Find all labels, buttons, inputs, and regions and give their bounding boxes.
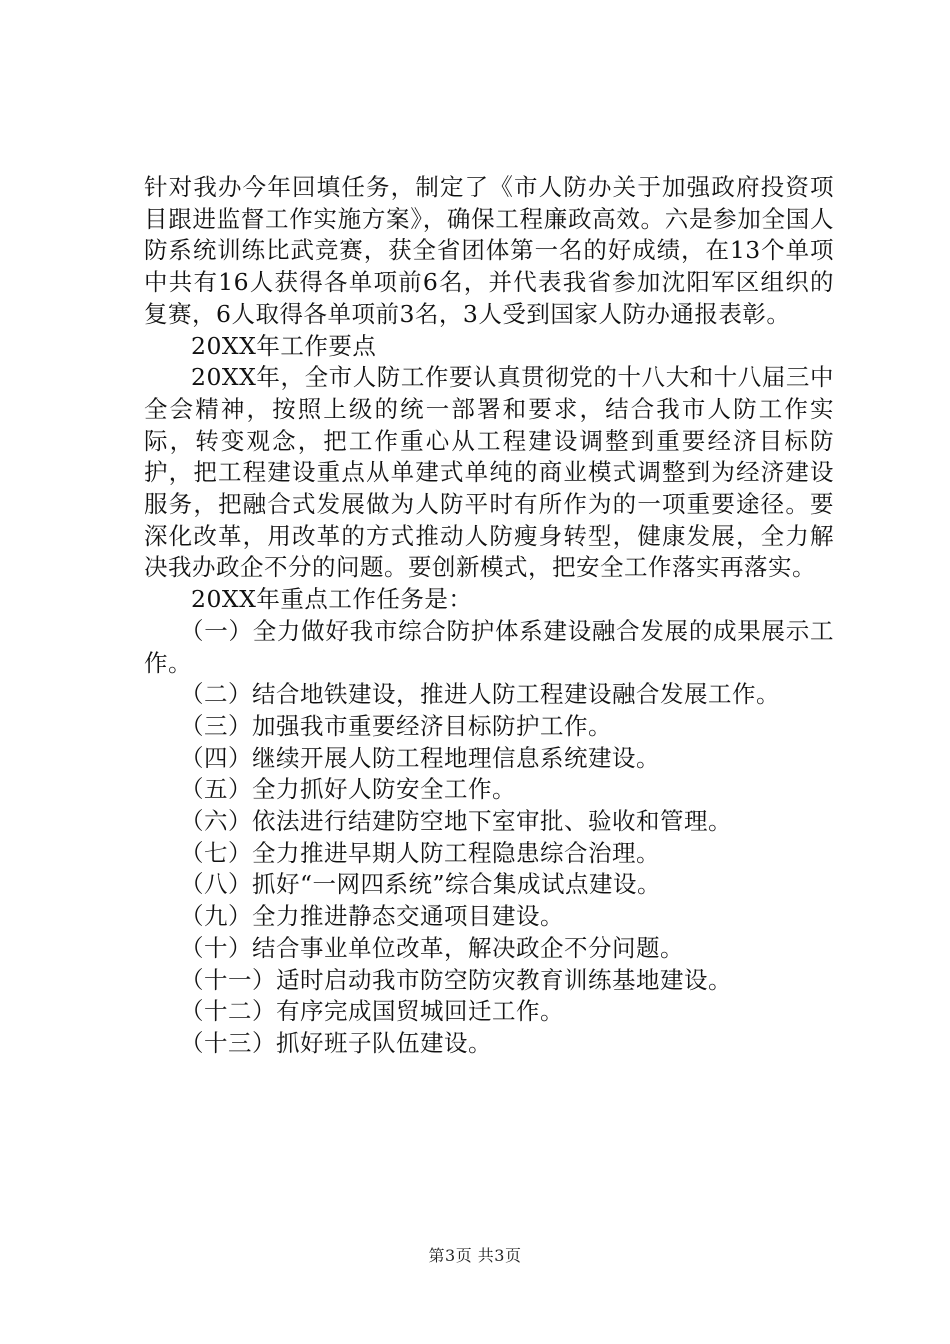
- task-item: （六）依法进行结建防空地下室审批、验收和管理。: [180, 807, 732, 836]
- task-item: （四）继续开展人防工程地理信息系统建设。: [180, 743, 660, 772]
- task-item: （五）全力抓好人防安全工作。: [180, 775, 516, 804]
- document-body: [144, 172, 834, 1060]
- task-item: （九）全力推进静态交通项目建设。: [180, 902, 564, 931]
- task-item: （十一）适时启动我市防空防灾教育训练基地建设。: [180, 965, 732, 994]
- task-item: （十三）抓好班子队伍建设。: [180, 1028, 492, 1057]
- task-item: （三）加强我市重要经济目标防护工作。: [180, 711, 612, 740]
- section-heading: 20XX年工作要点: [191, 331, 377, 360]
- task-item: （七）全力推进早期人防工程隐患综合治理。: [180, 838, 660, 867]
- task-item: （十）结合事业单位改革，解决政企不分问题。: [180, 933, 684, 962]
- page-footer: 第3页 共3页: [428, 1246, 522, 1265]
- body-paragraph: 针对我办今年回填任务，制定了《市人防办关于加强政府投资项目跟进监督工作实施方案》，确保工程廉政高效。六是参加全国人防系统训练比武竞赛，获全省团体第一名的好成绩，在13个单项中共有16人获得各单项前6名，并代表我省参加沈阳军区组织的复赛，6人取得各单项前3名，3人受到国家人防办通报表彰。: [144, 173, 834, 328]
- body-paragraph: 20XX年，全市人防工作要认真贯彻党的十八大和十八届三中全会精神，按照上级的统一部署和要求，结合我市人防工作实际，转变观念，把工作重心从工程建设调整到重要经济目标防护，把工程建设重点从单建式单纯的商业模式调整到为经济建设服务，把融合式发展做为人防平时有所作为的一项重要途径。要深化改革，用改革的方式推动人防瘦身转型，健康发展，全力解决我办政企不分的问题。要创新模式，把安全工作落实再落实。: [144, 363, 834, 582]
- tasks-intro: 20XX年重点工作任务是：: [191, 585, 473, 614]
- task-item: （一）全力做好我市综合防护体系建设融合发展的成果展示工作。: [144, 616, 834, 677]
- task-item: （二）结合地铁建设，推进人防工程建设融合发展工作。: [180, 680, 780, 709]
- task-item: （八）抓好“一网四系统”综合集成试点建设。: [180, 870, 662, 899]
- task-list: [144, 616, 834, 1060]
- task-item: （十二）有序完成国贸城回迁工作。: [180, 997, 564, 1026]
